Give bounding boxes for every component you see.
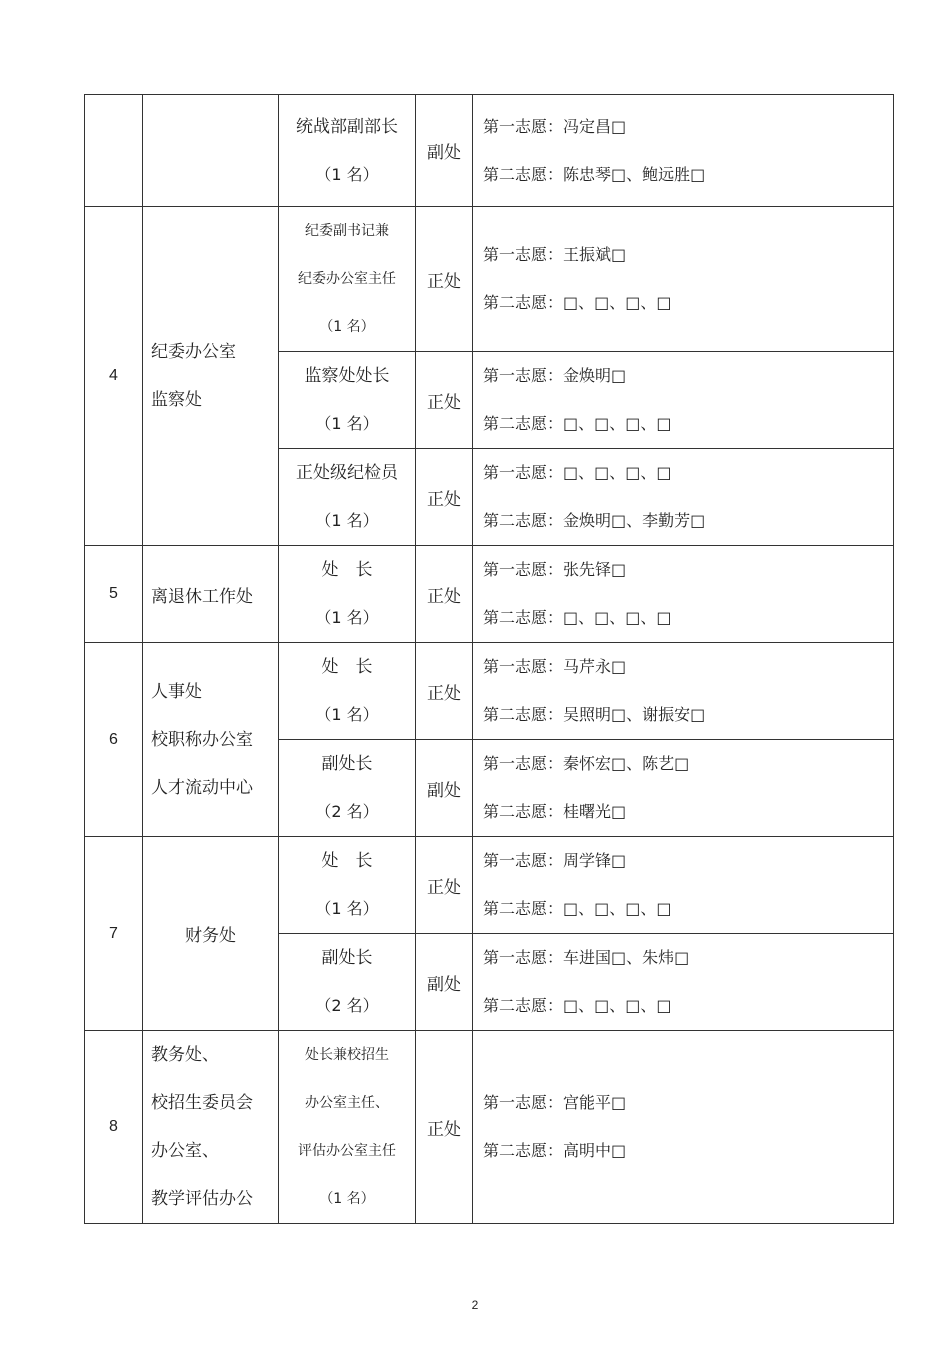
second-choice: 第二志愿：陈忠琴□、鲍远胜□	[483, 164, 706, 184]
department-line: 校职称办公室	[151, 729, 253, 750]
position-name: 正处级纪检员	[296, 463, 398, 483]
position-name: 纪委副书记兼	[305, 223, 389, 239]
choice-cell	[473, 207, 894, 352]
rank-cell: 正处	[416, 449, 473, 546]
position-name: 办公室主任、	[305, 1095, 389, 1111]
department-cell	[143, 95, 279, 207]
department-line: 人才流动中心	[151, 777, 253, 798]
position-name: 纪委办公室主任	[298, 271, 396, 287]
row-number-cell: 5	[85, 546, 143, 643]
position-cell	[279, 207, 416, 352]
position-name: 统战部副部长	[296, 116, 398, 137]
first-choice: 第一志愿：张先铎□	[483, 560, 627, 579]
position-cell	[279, 1031, 416, 1224]
position-name: 处长兼校招生	[305, 1047, 389, 1063]
position-quota: （1 名）	[319, 1191, 375, 1207]
position-quota: （1 名）	[315, 608, 379, 627]
position-quota: （1 名）	[315, 164, 379, 184]
department-cell: 财务处	[143, 837, 279, 1031]
table-row	[85, 837, 894, 934]
rank-cell: 副处	[416, 95, 473, 207]
rank-cell: 正处	[416, 837, 473, 934]
second-choice: 第二志愿：□、□、□、□	[483, 293, 672, 312]
second-choice: 第二志愿：金焕明□、李勤芳□	[483, 511, 706, 530]
department-line: 教学评估办公	[151, 1189, 253, 1209]
second-choice: 第二志愿：□、□、□、□	[483, 608, 672, 627]
position-name: 监察处处长	[304, 366, 390, 386]
choice-cell	[473, 352, 894, 449]
position-name: 处 长	[321, 560, 373, 580]
department-line: 办公室、	[151, 1141, 219, 1161]
rank-cell: 正处	[416, 207, 473, 352]
department-line: 校招生委员会	[151, 1093, 253, 1113]
department-cell: 离退休工作处	[143, 546, 279, 643]
position-quota: （1 名）	[315, 511, 379, 530]
first-choice: 第一志愿：宫能平□	[483, 1093, 627, 1112]
row-number-cell	[85, 95, 143, 207]
position-quota: （2 名）	[315, 996, 379, 1015]
candidate-table	[84, 94, 894, 1224]
first-choice: 第一志愿：秦怀宏□、陈艺□	[483, 754, 690, 773]
second-choice: 第二志愿：桂曙光□	[483, 802, 627, 821]
row-number-cell: 6	[85, 643, 143, 837]
rank-cell: 正处	[416, 352, 473, 449]
choice-cell	[473, 1031, 894, 1224]
position-cell	[279, 352, 416, 449]
row-number-cell: 7	[85, 837, 143, 1031]
department-cell	[143, 643, 279, 837]
second-choice: 第二志愿：□、□、□、□	[483, 899, 672, 918]
choice-cell	[473, 643, 894, 740]
page-number: 2	[471, 1298, 479, 1312]
position-name: 处 长	[321, 851, 373, 871]
choice-cell	[473, 934, 894, 1031]
position-name: 评估办公室主任	[298, 1143, 396, 1159]
table-row	[85, 546, 894, 643]
position-cell	[279, 740, 416, 837]
rank-cell: 正处	[416, 546, 473, 643]
department-cell	[143, 207, 279, 546]
first-choice: 第一志愿：马芹永□	[483, 657, 627, 676]
rank-cell: 正处	[416, 1031, 473, 1224]
position-cell	[279, 837, 416, 934]
choice-cell	[473, 837, 894, 934]
first-choice: 第一志愿：周学锋□	[483, 851, 627, 870]
position-name: 副处长	[321, 754, 373, 774]
position-cell	[279, 643, 416, 740]
department-line: 教务处、	[151, 1045, 219, 1065]
rank-cell: 正处	[416, 643, 473, 740]
choice-cell	[473, 740, 894, 837]
position-cell	[279, 546, 416, 643]
rank-cell: 副处	[416, 934, 473, 1031]
first-choice: 第一志愿：金焕明□	[483, 366, 627, 385]
second-choice: 第二志愿：吴照明□、谢振安□	[483, 705, 706, 724]
first-choice: 第一志愿：车进国□、朱炜□	[483, 948, 690, 967]
position-quota: （1 名）	[315, 705, 379, 724]
choice-cell	[473, 95, 894, 207]
department-line: 纪委办公室	[151, 342, 236, 362]
choice-cell	[473, 449, 894, 546]
table-row	[85, 207, 894, 352]
first-choice: 第一志愿：冯定昌□	[483, 116, 627, 136]
position-quota: （2 名）	[315, 802, 379, 821]
table-row	[85, 643, 894, 740]
row-number-cell: 4	[85, 207, 143, 546]
second-choice: 第二志愿：□、□、□、□	[483, 996, 672, 1015]
table-row	[85, 95, 894, 207]
position-quota: （1 名）	[319, 319, 375, 335]
first-choice: 第一志愿：□、□、□、□	[483, 463, 672, 482]
table-row	[85, 1031, 894, 1224]
department-line: 监察处	[151, 390, 202, 410]
position-quota: （1 名）	[315, 899, 379, 918]
first-choice: 第一志愿：王振斌□	[483, 245, 627, 264]
row-number-cell: 8	[85, 1031, 143, 1224]
department-line: 人事处	[151, 681, 202, 702]
position-quota: （1 名）	[315, 414, 379, 433]
department-cell	[143, 1031, 279, 1224]
second-choice: 第二志愿：高明中□	[483, 1141, 627, 1160]
second-choice: 第二志愿：□、□、□、□	[483, 414, 672, 433]
choice-cell	[473, 546, 894, 643]
position-cell	[279, 934, 416, 1031]
position-cell	[279, 449, 416, 546]
position-name: 副处长	[321, 948, 373, 968]
position-cell	[279, 95, 416, 207]
rank-cell: 副处	[416, 740, 473, 837]
position-name: 处 长	[321, 657, 373, 677]
